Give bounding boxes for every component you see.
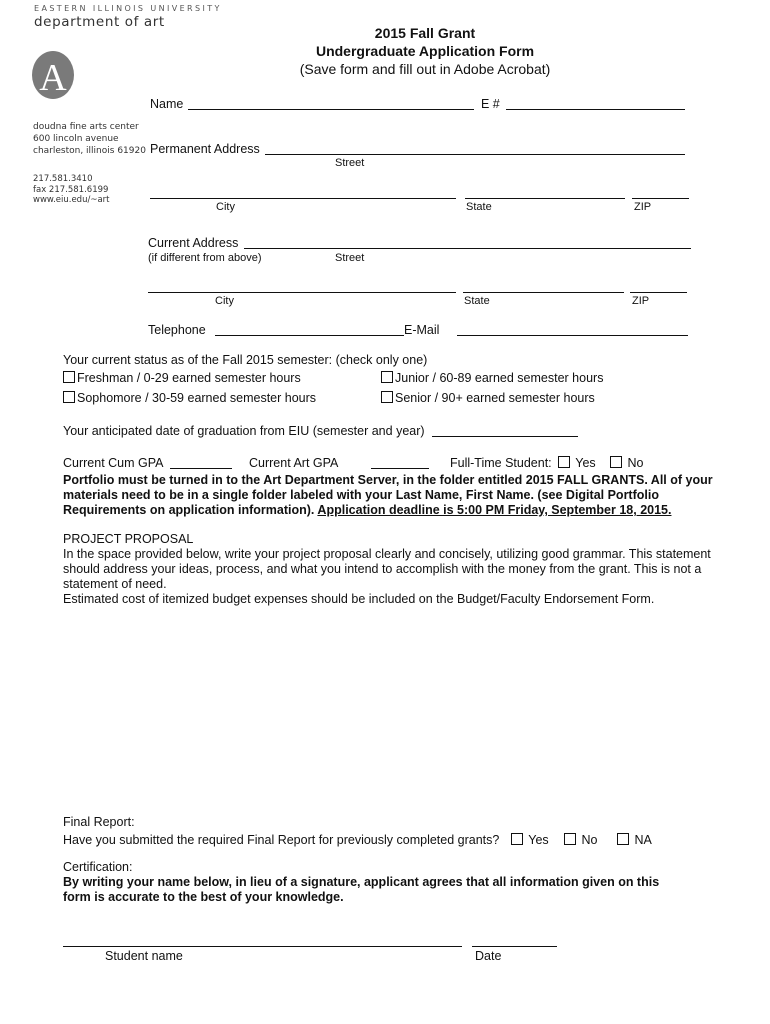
- form-title: 2015 Fall Grant: [374, 25, 476, 41]
- state-caption: State: [464, 295, 490, 307]
- status-option-freshman[interactable]: [63, 371, 301, 385]
- city-caption: City: [216, 201, 235, 213]
- name-field[interactable]: [188, 109, 474, 110]
- option-label: Yes: [575, 456, 596, 470]
- graduation-field[interactable]: [432, 436, 578, 437]
- date-caption: Date: [475, 949, 502, 963]
- certification-heading: Certification:: [63, 860, 133, 874]
- certification-text: By writing your name below, in lieu of a signature, applicant agrees that all information given on this form is accurate to the best of your knowledge.: [63, 875, 660, 904]
- fax: fax 217.581.6199: [33, 184, 109, 195]
- student-name-caption: Student name: [105, 949, 183, 963]
- permanent-address-label: Permanent Address: [150, 142, 260, 156]
- art-gpa-field[interactable]: [371, 468, 429, 469]
- option-label: No: [581, 833, 598, 847]
- final-report-yes-option[interactable]: [511, 833, 549, 847]
- option-label: Yes: [528, 833, 549, 847]
- checkbox-icon[interactable]: [381, 371, 393, 383]
- checkbox-icon[interactable]: [63, 371, 75, 383]
- student-name-field[interactable]: [63, 946, 462, 947]
- department-logo-icon: [31, 50, 75, 100]
- address-line: doudna fine arts center: [33, 122, 139, 132]
- option-label: No: [627, 456, 644, 470]
- budget-note: Estimated cost of itemized budget expenses should be included on the Budget/Faculty Endorsement Form.: [63, 592, 655, 606]
- permanent-city-field[interactable]: [150, 198, 456, 199]
- date-field[interactable]: [472, 946, 557, 947]
- address-line: 600 lincoln avenue: [33, 134, 119, 144]
- option-label: NA: [634, 833, 652, 847]
- email-field[interactable]: [457, 335, 688, 336]
- checkbox-icon[interactable]: [63, 391, 75, 403]
- e-number-label: E #: [481, 97, 500, 111]
- current-zip-field[interactable]: [630, 292, 687, 293]
- form-instruction: (Save form and fill out in Adobe Acrobat): [299, 61, 551, 77]
- current-state-field[interactable]: [463, 292, 624, 293]
- current-city-field[interactable]: [148, 292, 456, 293]
- art-gpa-label: Current Art GPA: [249, 456, 339, 470]
- department-name: department of art: [34, 14, 165, 30]
- status-question: Your current status as of the Fall 2015 semester: (check only one): [63, 353, 428, 367]
- name-label: Name: [150, 97, 184, 111]
- fulltime-yes-option[interactable]: [558, 456, 596, 470]
- university-name: EASTERN ILLINOIS UNIVERSITY: [34, 4, 222, 13]
- checkbox-icon[interactable]: [381, 391, 393, 403]
- status-option-junior[interactable]: [381, 371, 603, 385]
- zip-caption: ZIP: [634, 201, 652, 213]
- final-report-na-option[interactable]: [617, 833, 652, 847]
- final-report-no-option[interactable]: [564, 833, 597, 847]
- address-block: [33, 121, 146, 157]
- option-label: Sophomore / 30-59 earned semester hours: [77, 391, 317, 405]
- portfolio-instructions: [63, 473, 727, 518]
- status-option-senior[interactable]: [381, 391, 595, 405]
- checkbox-icon[interactable]: [558, 456, 570, 468]
- final-report-heading: Final Report:: [63, 815, 135, 829]
- portfolio-text: Portfolio must be turned in to the Art Department Server, in the folder entitled 2015 FALL GRANTS. All of your materials need to be in a single folder labeled with your Last Name, First Name. (see Digital Portfolio Requirements on application information).: [63, 473, 713, 517]
- checkbox-icon[interactable]: [564, 833, 576, 845]
- telephone-label: Telephone: [148, 323, 206, 337]
- status-option-sophomore[interactable]: [63, 391, 316, 405]
- permanent-street-field[interactable]: [265, 154, 685, 155]
- current-address-label: Current Address: [148, 236, 239, 250]
- fulltime-no-option[interactable]: [610, 456, 643, 470]
- graduation-label: Your anticipated date of graduation from EIU (semester and year): [63, 424, 425, 438]
- cum-gpa-label: Current Cum GPA: [63, 456, 164, 470]
- form-subtitle: Undergraduate Application Form: [315, 43, 535, 59]
- address-line: charleston, illinois 61920: [33, 146, 146, 156]
- website: www.eiu.edu/~art: [33, 195, 110, 205]
- application-deadline: Application deadline is 5:00 PM Friday, September 18, 2015.: [317, 503, 672, 517]
- current-address-note: (if different from above): [148, 252, 262, 264]
- checkbox-icon[interactable]: [610, 456, 622, 468]
- proposal-heading: PROJECT PROPOSAL: [63, 532, 194, 546]
- street-caption: Street: [335, 252, 365, 264]
- email-label: E-Mail: [404, 323, 440, 337]
- option-label: Freshman / 0-29 earned semester hours: [77, 371, 301, 385]
- fulltime-label: Full-Time Student:: [450, 456, 552, 470]
- final-report-question: Have you submitted the required Final Report for previously completed grants?: [63, 833, 500, 847]
- proposal-text-area[interactable]: [63, 612, 727, 807]
- city-caption: City: [215, 295, 234, 307]
- checkbox-icon[interactable]: [617, 833, 629, 845]
- telephone-field[interactable]: [215, 335, 404, 336]
- contact-block: [33, 174, 110, 206]
- zip-caption: ZIP: [632, 295, 650, 307]
- state-caption: State: [466, 201, 492, 213]
- option-label: Senior / 90+ earned semester hours: [395, 391, 595, 405]
- cum-gpa-field[interactable]: [170, 468, 232, 469]
- option-label: Junior / 60-89 earned semester hours: [395, 371, 604, 385]
- e-number-field[interactable]: [506, 109, 685, 110]
- street-caption: Street: [335, 157, 365, 169]
- checkbox-icon[interactable]: [511, 833, 523, 845]
- current-street-field[interactable]: [244, 248, 691, 249]
- permanent-zip-field[interactable]: [632, 198, 689, 199]
- phone: 217.581.3410: [33, 174, 93, 184]
- logo-letter: A: [39, 57, 67, 99]
- permanent-state-field[interactable]: [465, 198, 625, 199]
- proposal-instructions: In the space provided below, write your project proposal clearly and concisely, utilizing good grammar. This statement should address your ideas, process, and what you intend to accomplish with the money from the grant. This is not a statement of need.: [63, 547, 711, 591]
